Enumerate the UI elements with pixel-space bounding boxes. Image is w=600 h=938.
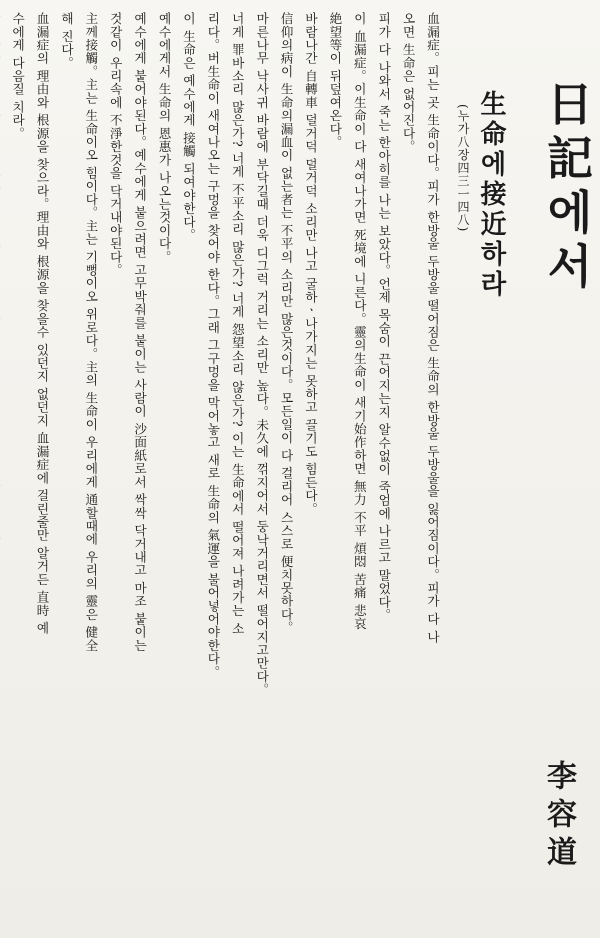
body-column: 마른나무 낙사귀 바람에 부닥길때 더욱 디그럭 거리는 소리만 높다。未久에 꺾지어서 둥낙거리면서 떨어지고만다。 (254, 12, 270, 697)
series-title: 日記에서 (540, 80, 594, 296)
body-column: 이 血漏症。이生命이 다 새여나가면 死境에 니른다。靈의生命이 새기始作하면 無力 不平 煩悶 苦痛 悲哀 (351, 12, 367, 631)
body-column: 해 진다。 (58, 12, 74, 70)
heading-block (450, 90, 510, 650)
body-column: 主께接觸。主는 生命이오 힘이다。主는 기뻥이오 위로다。主의 生命이 우리에게 通할때에 우리의 靈은 健全 (83, 12, 99, 653)
article-body (4, 12, 444, 930)
body-column (0, 12, 5, 930)
body-column: 리다。버生命이 새여나오는 구멍을 찾어야 한다。그래 그구멍을 막어놓고 새로 生命의 氣運을 불어넣어야한다。 (205, 12, 221, 679)
body-column: 것같이 우리속에 不淨한것을 닥거내야된다。 (107, 12, 123, 277)
body-column: 바람나간 自轉車 덜거덕 덜거덕 소리만 나고 굴하ㆍ나가지는 못하고 끌기도 힘든다。 (302, 12, 318, 516)
body-column: 血漏症。피는 곳 生命이다。피가 한방울 두방울 떨어짐은 生命의 한방울 두방울을 잃어짐이다。피가 다 나 (425, 12, 440, 644)
body-column: 피가 다 나와서 죽는 한아히를 나는 보았다。언제 목숨이 끈어지는지 알수없이 죽엄에 나르고 말었다。 (376, 12, 392, 622)
body-column: 예수에게 붙어야된다。예수에게 붙으려면 고무박줘를 붙이는 사람이 沙面紙로서 싹싹 닥거내고 마조 붙이는 (132, 12, 148, 653)
author-name: 李容道 (541, 760, 576, 874)
scripture-reference: (누가八장四三ㅡ四八) (456, 104, 470, 233)
body-column: 너게 罪바소리 많은가? 너게 不平소리 많은가? 너게 怨望소리 않은가? 이는 生命에서 떨어져 나려가는 소 (229, 12, 245, 636)
body-column: 이 生命은 예수에게 接觸 되여야한다。 (180, 12, 196, 242)
body-column: 예수에게서 生命의 恩惠가 나오는것이다。 (156, 12, 172, 264)
body-column: 絶望等이 뒤덮여온다。 (327, 12, 343, 149)
body-column: 血漏症의 理由와 根源을 찾으라。理由와 根源을 찾을수 있던지 없던지 血漏症에 걸린줄만 알거든 直時 예 (34, 12, 50, 635)
body-column: 수에게 다음질 치라。 (10, 12, 26, 141)
body-column: 信仰의病이 生命의漏血이 없는者는 不平의 소리만 많은것이다。모든일이 다 걸리어 스스로 便치못하다。 (278, 12, 294, 635)
article-heading: 生命에接近하라 (476, 90, 506, 300)
body-column: 오면 生命은 없어진다。 (400, 12, 416, 154)
